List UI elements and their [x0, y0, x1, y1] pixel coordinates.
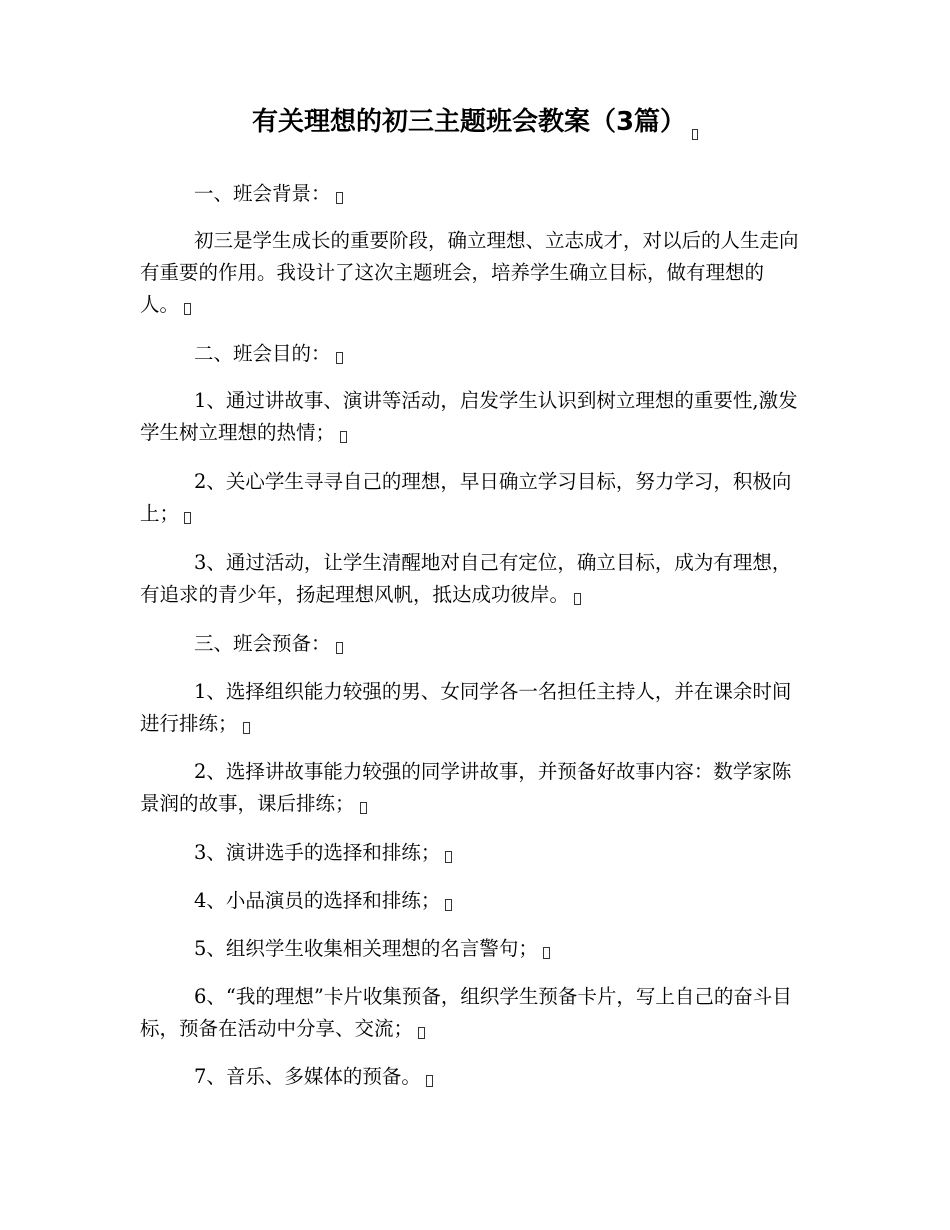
paragraph-mark-icon: [418, 1027, 425, 1039]
paragraph-mark-icon: [336, 642, 343, 654]
paragraph-mark-icon: [543, 947, 550, 959]
paragraph-mark-icon: [445, 851, 452, 863]
purpose-item-1: 1、通过讲故事、演讲等活动，启发学生认识到树立理想的重要性,激发学生树立理想的热情；: [140, 389, 798, 444]
purpose-item-3: 3、通过活动，让学生清醒地对自己有定位，确立目标，成为有理想，有追求的青少年，扬起理想风帆，抵达成功彼岸。: [140, 551, 792, 606]
paragraph-mark-icon: [336, 352, 343, 364]
paragraph-mark-icon: [360, 802, 367, 814]
paragraph-mark-icon: [184, 303, 191, 315]
document-title: 有关理想的初三主题班会教案（3篇）: [251, 107, 687, 137]
paragraph-mark-icon: [184, 512, 191, 524]
preparation-item-3: 3、演讲选手的选择和排练；: [140, 837, 800, 869]
paragraph-mark-icon: [426, 1075, 433, 1087]
paragraph-mark-icon: [445, 899, 452, 911]
document-title-line: [0, 104, 950, 140]
preparation-item-1: 1、选择组织能力较强的男、女同学各一名担任主持人，并在课余时间进行排练；: [140, 680, 792, 735]
preparation-item-6: 6、“我的理想”卡片收集预备，组织学生预备卡片，写上自己的奋斗目标，预备在活动中分享、交流；: [140, 985, 792, 1040]
purpose-item-2: 2、关心学生寻寻自己的理想，早日确立学习目标，努力学习，积极向上；: [140, 470, 792, 525]
paragraph-mark-icon: [336, 192, 343, 204]
preparation-item-7: 7、音乐、多媒体的预备。: [140, 1061, 800, 1093]
paragraph-background: 初三是学生成长的重要阶段，确立理想、立志成才，对以后的人生走向有重要的作用。我设计了这次主题班会，培养学生确立目标，做有理想的人。: [140, 229, 799, 316]
preparation-item-2: 2、选择讲故事能力较强的同学讲故事，并预备好故事内容：数学家陈景润的故事，课后排练；: [140, 760, 792, 815]
preparation-item-5: 5、组织学生收集相关理想的名言警句；: [140, 933, 800, 965]
section-heading-preparation: 三、班会预备：: [140, 628, 800, 660]
section-heading-background: 一、班会背景：: [140, 178, 800, 210]
paragraph-mark-icon: [574, 593, 581, 605]
paragraph-mark-icon: [692, 129, 698, 140]
paragraph-mark-icon: [340, 431, 347, 443]
preparation-item-4: 4、小品演员的选择和排练；: [140, 885, 800, 917]
section-heading-purpose: 二、班会目的：: [140, 338, 800, 370]
paragraph-mark-icon: [243, 722, 250, 734]
